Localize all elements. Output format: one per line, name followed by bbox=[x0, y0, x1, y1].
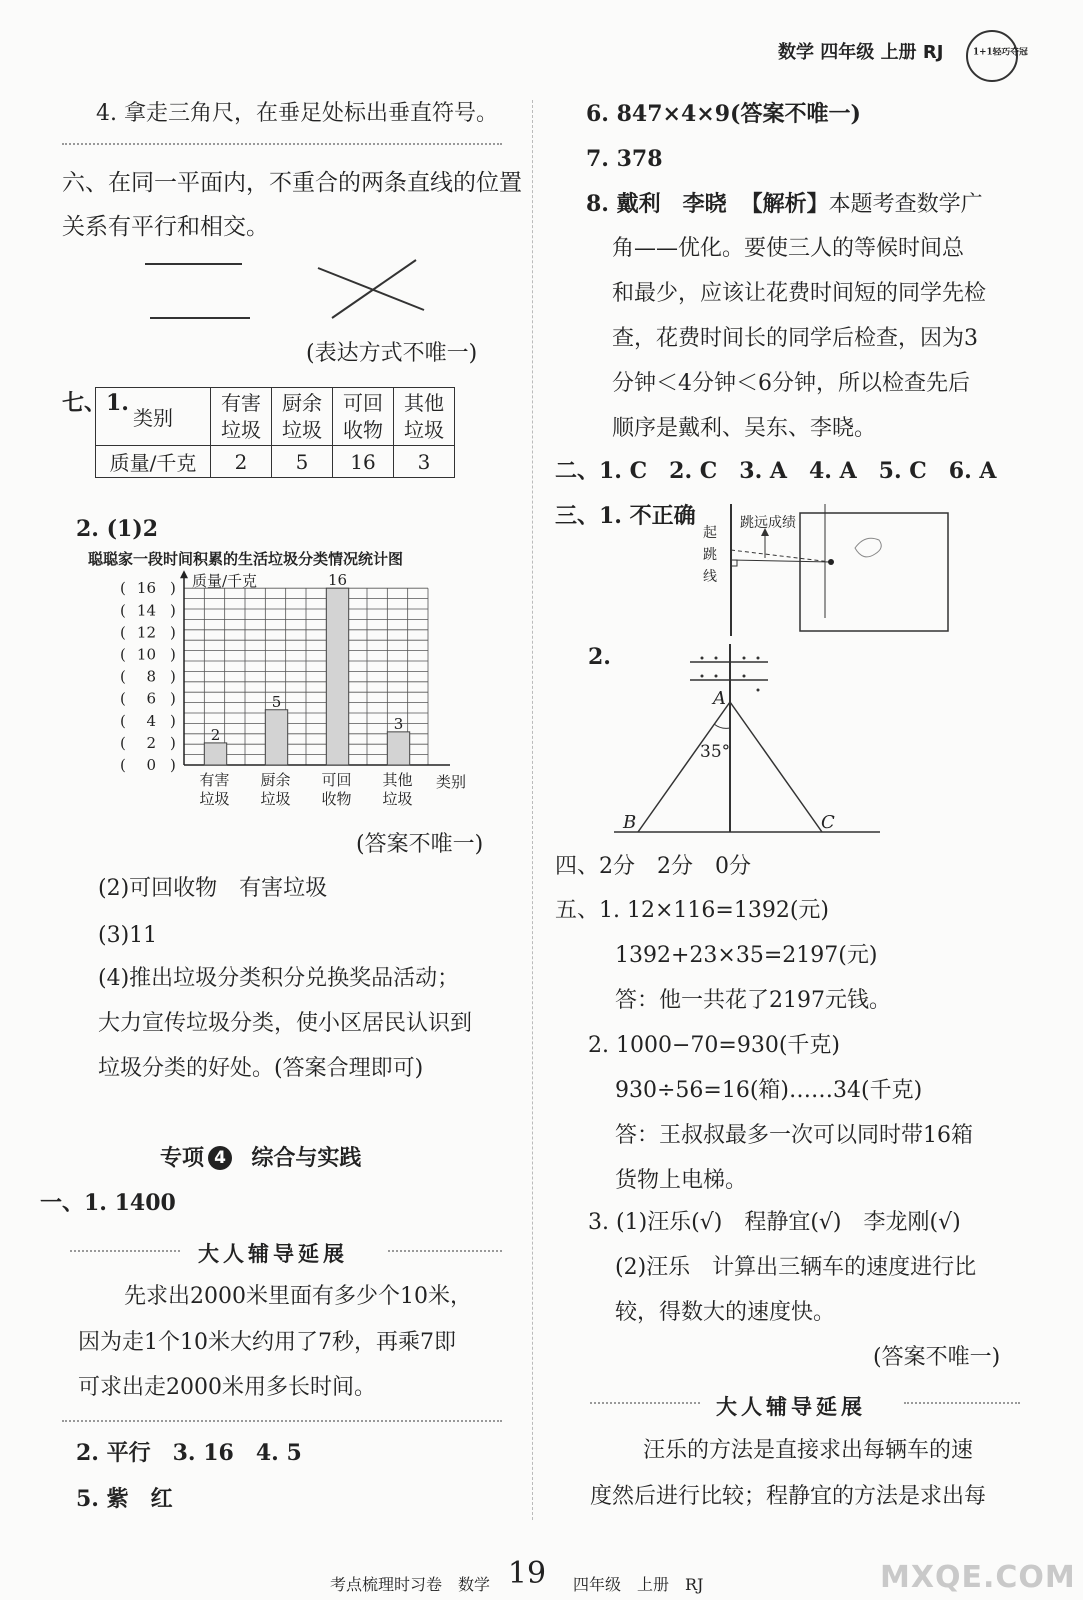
q2-part2: (2)可回收物 有害垃圾 bbox=[98, 876, 328, 901]
q1-1: 一、1. 1400 bbox=[40, 1190, 176, 1216]
sec6-line1: 六、在同一平面内，不重合的两条直线的位置 bbox=[62, 170, 522, 196]
ext-left-line2: 因为走1个10米大约用了7秒，再乘7即 bbox=[78, 1330, 456, 1355]
footprint-sketch bbox=[855, 538, 881, 557]
y-tick-label: 6 bbox=[146, 689, 156, 708]
ext-left-line3: 可求出走2000米用多长时间。 bbox=[78, 1375, 376, 1400]
bar-value-label: 3 bbox=[393, 714, 404, 733]
watermark: MXQE.COM bbox=[880, 1560, 1076, 1595]
ext-title-left: 大人辅导延展 bbox=[198, 1242, 348, 1266]
y-tick-label: 16 bbox=[136, 579, 156, 598]
r8-line5: 分钟＜4分钟＜6分钟，所以检查先后 bbox=[612, 371, 970, 396]
y-tick-label: ( bbox=[120, 689, 126, 708]
s5-2-d: 货物上电梯。 bbox=[615, 1168, 748, 1193]
table-value-cell: 5 bbox=[272, 446, 333, 478]
x-tick-label: 其他 bbox=[382, 771, 413, 789]
sec3-1: 三、1. 不正确 bbox=[555, 503, 696, 529]
sec4-answers: 四、2分 2分 0分 bbox=[555, 854, 751, 879]
dotted-separator bbox=[62, 143, 502, 145]
angle-arc bbox=[714, 724, 730, 728]
pole-diagram bbox=[610, 640, 885, 840]
long-jump-diagram bbox=[695, 500, 960, 640]
q2-4-answers: 2. 平行 3. 16 4. 5 bbox=[76, 1440, 302, 1466]
y-tick-label: ( bbox=[120, 601, 126, 620]
trash-table bbox=[95, 387, 455, 478]
chart-title: 聪聪家一段时间积累的生活垃圾分类情况统计图 bbox=[88, 550, 404, 568]
y-tick-label: ( bbox=[120, 711, 126, 730]
point-c-label: C bbox=[821, 812, 835, 833]
dotted-separator bbox=[62, 1420, 502, 1422]
q2-part1: 2. (1)2 bbox=[76, 516, 159, 542]
x-tick-label: 垃圾 bbox=[199, 790, 230, 808]
sec6-line2: 关系有平行和相交。 bbox=[62, 214, 269, 240]
ext-title-right: 大人辅导延展 bbox=[716, 1395, 866, 1419]
angle-label: 35° bbox=[700, 742, 731, 762]
s5-1-c: 答：他一共花了2197元钱。 bbox=[615, 988, 891, 1013]
dotted-rule-left bbox=[590, 1402, 700, 1404]
brand-logo: 1+1轻巧夺冠 bbox=[966, 30, 1018, 82]
column-divider bbox=[532, 100, 533, 1520]
bar-value-label: 2 bbox=[210, 725, 221, 744]
cable-ab bbox=[638, 702, 730, 832]
table-value-cell: 2 bbox=[211, 446, 272, 478]
q2-part3: (3)11 bbox=[98, 923, 158, 948]
point-b-label: B bbox=[623, 812, 637, 833]
table-header-category: 类别 bbox=[96, 388, 211, 446]
y-tick-label: 0 bbox=[146, 756, 156, 774]
r7: 7. 378 bbox=[586, 146, 663, 172]
bar-value-label: 16 bbox=[327, 571, 348, 590]
bar-2 bbox=[265, 710, 287, 765]
table-value-cell: 3 bbox=[394, 446, 455, 478]
y-tick-label: 4 bbox=[146, 711, 156, 730]
s5-2-b: 930÷56=16(箱)……34(千克) bbox=[615, 1078, 923, 1103]
y-tick-label: ( bbox=[120, 733, 126, 752]
table-header-cell: 其他 垃圾 bbox=[394, 388, 455, 446]
y-tick-label: 12 bbox=[136, 623, 156, 642]
x-tick-label: 厨余 bbox=[260, 771, 291, 789]
dotted-rule-left bbox=[70, 1250, 180, 1252]
y-tick-label: ) bbox=[170, 733, 176, 752]
y-tick-label: ( bbox=[120, 667, 126, 686]
y-tick-label: ) bbox=[170, 711, 176, 730]
r8-line1: 8. 戴利 李晓 【解析】本题考查数学广 bbox=[586, 191, 983, 217]
y-tick-label: 14 bbox=[136, 601, 156, 620]
s5-2-a: 2. 1000−70=930(千克) bbox=[588, 1033, 840, 1058]
dotted-rule-right bbox=[388, 1250, 502, 1252]
y-tick-label: ( bbox=[120, 623, 126, 642]
lines-figure bbox=[140, 252, 440, 332]
y-tick-label: ) bbox=[170, 756, 176, 774]
r8-line3: 和最少，应该让花费时间短的同学先检 bbox=[612, 281, 987, 306]
s5-3-c: 较，得数大的速度快。 bbox=[615, 1300, 836, 1325]
s5-2-c: 答：王叔叔最多一次可以同时带16箱 bbox=[615, 1123, 973, 1148]
bar-value-label: 5 bbox=[271, 692, 282, 711]
y-tick-label: ( bbox=[120, 579, 126, 598]
item-4-text: 4. 拿走三角尺，在垂足处标出垂直符号。 bbox=[96, 101, 498, 126]
dotted-rule-right bbox=[904, 1402, 1020, 1404]
table-header-cell: 厨余 垃圾 bbox=[272, 388, 333, 446]
bar-4 bbox=[387, 732, 409, 765]
page-number: 19 bbox=[507, 1556, 547, 1591]
point-a-label: A bbox=[713, 688, 726, 709]
section-title: 专项 4 综合与实践 bbox=[160, 1146, 362, 1171]
y-tick-label: 2 bbox=[146, 733, 156, 752]
y-tick-label: ) bbox=[170, 689, 176, 708]
jump-label: 跳远成绩 bbox=[740, 515, 796, 531]
y-tick-label: ( bbox=[120, 756, 126, 774]
y-tick-label: ) bbox=[170, 579, 176, 598]
footer-right: 四年级 上册 RJ bbox=[573, 1575, 704, 1594]
y-axis-label: 质量/千克 bbox=[192, 572, 258, 591]
r8-line2: 角——优化。要使三人的等候时间总 bbox=[612, 236, 965, 261]
s5-3-b: (2)汪乐 计算出三辆车的速度进行比 bbox=[615, 1255, 977, 1280]
s5-3-a: 3. (1)汪乐(√) 程静宜(√) 李龙刚(√) bbox=[588, 1210, 961, 1235]
table-header-cell: 有害 垃圾 bbox=[211, 388, 272, 446]
q5-answer: 5. 紫 红 bbox=[76, 1486, 173, 1512]
y-tick-label: 10 bbox=[136, 645, 156, 664]
intersect-line-1 bbox=[318, 268, 424, 310]
sec2-answers: 二、1. C 2. C 3. A 4. A 5. C 6. A bbox=[555, 458, 997, 484]
x-tick-label: 可回 bbox=[321, 771, 352, 789]
y-tick-label: 8 bbox=[146, 667, 156, 686]
ext-left-line1: 先求出2000米里面有多少个10米， bbox=[124, 1284, 472, 1309]
y-tick-label: ) bbox=[170, 667, 176, 686]
y-axis-arrow bbox=[180, 570, 188, 578]
x-tick-label: 有害 bbox=[199, 771, 230, 789]
q2-part4-line3: 垃圾分类的好处。(答案合理即可) bbox=[98, 1056, 424, 1081]
s5-note: (答案不唯一) bbox=[873, 1345, 1001, 1370]
section-number-badge: 4 bbox=[208, 1146, 232, 1170]
y-tick-label: ) bbox=[170, 601, 176, 620]
table-row-label: 质量/千克 bbox=[96, 446, 211, 478]
s5-1-b: 1392+23×35=2197(元) bbox=[615, 943, 878, 968]
y-tick-label: ) bbox=[170, 645, 176, 664]
y-tick-label: ) bbox=[170, 623, 176, 642]
q2-part4-line2: 大力宣传垃圾分类，使小区居民认识到 bbox=[98, 1011, 473, 1036]
intersect-line-2 bbox=[332, 260, 416, 318]
sec3-2: 2. bbox=[588, 644, 611, 670]
sec6-note: (表达方式不唯一) bbox=[306, 341, 478, 366]
x-tick-label: 垃圾 bbox=[382, 790, 413, 808]
r8-line4: 查，花费时间长的同学后检查，因为3 bbox=[612, 326, 978, 351]
r6: 6. 847×4×9(答案不唯一) bbox=[586, 101, 861, 127]
chart-note: (答案不唯一) bbox=[356, 832, 484, 857]
footer-left: 考点梳理时习卷 数学 bbox=[330, 1575, 491, 1594]
bar-1 bbox=[204, 743, 226, 765]
landing-point bbox=[828, 559, 834, 565]
bar-3 bbox=[326, 588, 348, 765]
sand-pit bbox=[800, 513, 948, 631]
y-tick-label: ( bbox=[120, 645, 126, 664]
table-header-cell: 可回 收物 bbox=[333, 388, 394, 446]
bar-chart bbox=[110, 565, 500, 810]
x-axis-label: 类别 bbox=[436, 773, 467, 791]
ext-right-line2: 度然后进行比较；程静宜的方法是求出每 bbox=[590, 1484, 987, 1509]
ext-right-line1: 汪乐的方法是直接求出每辆车的速 bbox=[643, 1438, 974, 1463]
cable-ac bbox=[730, 702, 822, 832]
r8-line6: 顺序是戴利、吴东、李晓。 bbox=[612, 416, 877, 441]
s5-1-a: 五、1. 12×116=1392(元) bbox=[555, 898, 829, 923]
x-tick-label: 垃圾 bbox=[260, 790, 291, 808]
table-value-cell: 16 bbox=[333, 446, 394, 478]
header-subject: 数学 四年级 上册 RJ bbox=[778, 42, 944, 63]
sec7-label: 七、1. bbox=[62, 390, 129, 416]
x-tick-label: 收物 bbox=[321, 790, 352, 808]
start-line-label: 起跳线 bbox=[703, 525, 717, 585]
q2-part4-line1: (4)推出垃圾分类积分兑换奖品活动； bbox=[98, 966, 460, 991]
